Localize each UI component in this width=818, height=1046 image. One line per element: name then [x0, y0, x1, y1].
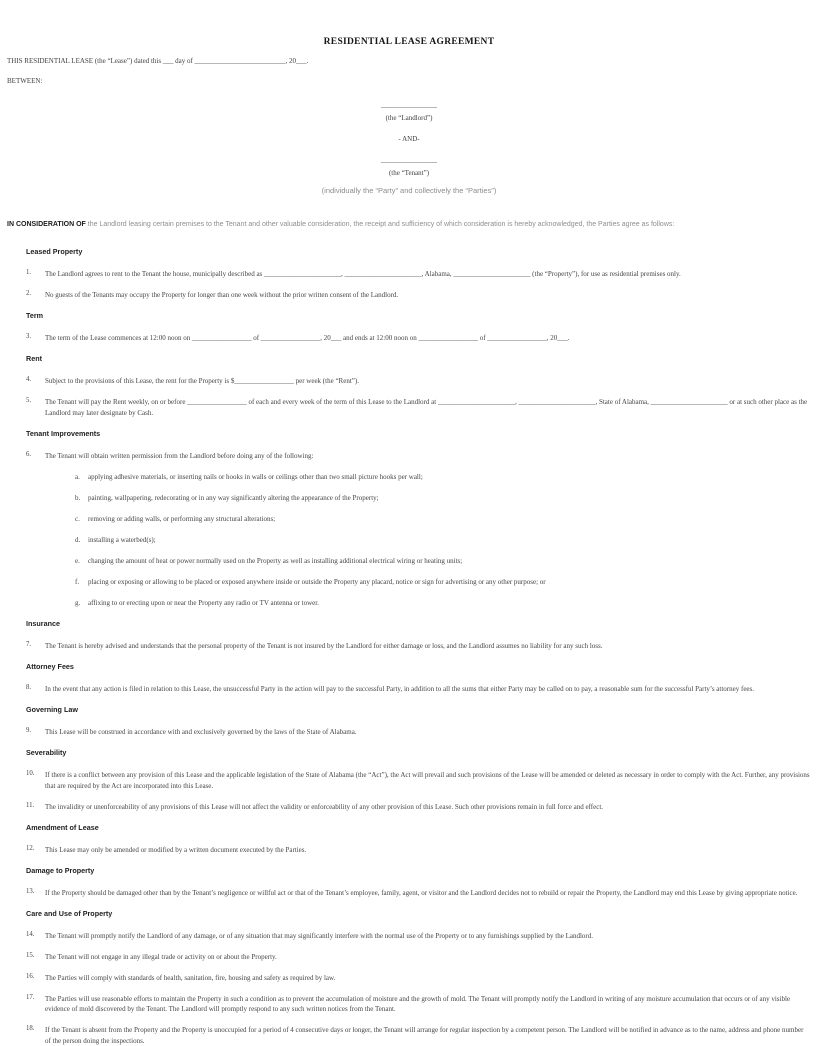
section-severability [26, 748, 810, 812]
section-heading-term: Term [26, 311, 810, 321]
clause-text: The invalidity or unenforceability of any provisions of this Lease will not affect the validity or enforceability of any other provision of this Lease. Such other provisions remain in full force and effect. [45, 802, 810, 813]
subclause-text: affixing to or erecting upon or near the Property any radio or TV antenna or tower. [88, 598, 810, 609]
section-heading-attorney-fees: Attorney Fees [26, 662, 810, 672]
landlord-caption: (the “Landlord”) [7, 113, 811, 123]
subclause-letter: a. [75, 472, 88, 483]
clause-text: The Landlord agrees to rent to the Tenant the house, municipally described as ______________________, ______________________, Alabama, ______________________ (the “Property”), for use as residential premises only. [45, 269, 810, 280]
subclause-text: removing or adding walls, or performing any structural alterations; [88, 514, 810, 525]
clause-text: The Tenant will not engage in any illegal trade or activity on or about the Property. [45, 952, 810, 963]
section-heading-governing-law: Governing Law [26, 705, 810, 715]
section-term [26, 311, 810, 344]
clause-number: 11. [26, 801, 45, 812]
subclause-text: painting, wallpapering, redecorating or in any way significantly altering the appearance of the Property; [88, 493, 810, 504]
subclause-c [75, 514, 810, 525]
clause-11 [26, 802, 810, 813]
section-amendment-of-lease [26, 823, 810, 856]
section-governing-law [26, 705, 810, 738]
clause-3 [26, 333, 810, 344]
clause-9 [26, 727, 810, 738]
intro-date-line: THIS RESIDENTIAL LEASE (the “Lease”) dated this ___ day of __________________________, 20___. [7, 56, 811, 66]
clause-6 [26, 451, 810, 609]
subclause-letter: b. [75, 493, 88, 504]
clause-2 [26, 290, 810, 301]
section-heading-severability: Severability [26, 748, 810, 758]
subclause-text: applying adhesive materials, or inserting nails or hooks in walls or ceilings other than two small picture hooks per wall; [88, 472, 810, 483]
subclause-a [75, 472, 810, 483]
clause-number: 12. [26, 844, 45, 855]
subclause-list [75, 472, 810, 609]
subclause-letter: c. [75, 514, 88, 525]
clause-text: This Lease may only be amended or modified by a written document executed by the Parties. [45, 845, 810, 856]
clause-number: 2. [26, 289, 45, 300]
and-separator: - AND- [7, 134, 811, 144]
section-rent [26, 354, 810, 418]
clause-5 [26, 397, 810, 418]
subclause-text: placing or exposing or allowing to be placed or exposed anywhere inside or outside the Property any placard, notice or sign for advertising or any other purpose; or [88, 577, 810, 588]
section-heading-rent: Rent [26, 354, 810, 364]
clause-number: 5. [26, 396, 45, 407]
clause-number: 7. [26, 640, 45, 651]
clause-number: 3. [26, 332, 45, 343]
section-heading-tenant-improvements: Tenant Improvements [26, 429, 810, 439]
clause-7 [26, 641, 810, 652]
clause-1 [26, 269, 810, 280]
clause-number: 4. [26, 375, 45, 386]
tenant-name-blank: ________________ [7, 155, 811, 165]
clause-text: The Tenant is hereby advised and understands that the personal property of the Tenant is not insured by the Landlord for either damage or loss, and the Landlord assumes no liability for any such loss. [45, 641, 810, 652]
lease-sections [7, 247, 811, 1046]
clause-text: The Parties will use reasonable efforts to maintain the Property in such a condition as to prevent the accumulation of moisture and the growth of mold. The Tenant will promptly notify the Landlord in writing of any moisture accumulation that occurs or of any visible evidence of mold discovered by the Tenant. The Landlord will promptly respond to any such written notices from the Tenant. [45, 994, 810, 1015]
clause-number: 9. [26, 726, 45, 737]
section-heading-leased-property: Leased Property [26, 247, 810, 257]
clause-text: The Tenant will obtain written permission from the Landlord before doing any of the following: a. applying adhesive materials, or inserting nails or hooks in walls or ceilings other than two small picture hooks per wall; b. painting, wallpapering, redecorating or in any way significantly altering the appearance of the Property; c. removing or adding walls, or performing any structural alterations; d. installing a waterbed(s); e. changing the amount of heat or power normally used on the Property as well as installing additional electrical wiring or heating units; f. placing or exposing or allowing to be placed or exposed anywhere inside or outside the Property any placard, notice or sign for advertising or any other purpose; or g. affixing to or erecting upon or near the Property any radio or TV antenna or tower. [45, 451, 810, 609]
subclause-f [75, 577, 810, 588]
consideration-body: the Landlord leasing certain premises to the Tenant and other valuable consideration, the receipt and sufficiency of which consideration is hereby acknowledged, the Parties agree as follows: [86, 221, 675, 228]
section-insurance [26, 619, 810, 652]
clause-number: 10. [26, 769, 45, 780]
clause-17 [26, 994, 810, 1015]
subclause-letter: d. [75, 535, 88, 546]
clause-number: 13. [26, 887, 45, 898]
subclause-g [75, 598, 810, 609]
section-attorney-fees [26, 662, 810, 695]
section-heading-care-and-use-of-property: Care and Use of Property [26, 909, 810, 919]
clause-13 [26, 888, 810, 899]
clause-15 [26, 952, 810, 963]
subclause-text: changing the amount of heat or power normally used on the Property as well as installing additional electrical wiring or heating units; [88, 556, 810, 567]
section-care-and-use-of-property [26, 909, 810, 1046]
clause-12 [26, 845, 810, 856]
clause-text: The term of the Lease commences at 12:00 noon on _________________ of _________________, 20___ and ends at 12:00 noon on _________________ of _________________, 20___. [45, 333, 810, 344]
subclause-letter: g. [75, 598, 88, 609]
subclause-letter: f. [75, 577, 88, 588]
subclause-e [75, 556, 810, 567]
document-title: RESIDENTIAL LEASE AGREEMENT [7, 37, 811, 47]
section-heading-amendment-of-lease: Amendment of Lease [26, 823, 810, 833]
landlord-name-blank: ________________ [7, 100, 811, 110]
clause-number: 17. [26, 993, 45, 1004]
clause-text: In the event that any action is filed in relation to this Lease, the unsuccessful Party in the action will pay to the successful Party, in addition to all the sums that either Party may be called on to pay, a reasonable sum for the successful Party’s attorney fees. [45, 684, 810, 695]
clause-text: Subject to the provisions of this Lease, the rent for the Property is $_________________ per week (the “Rent”). [45, 376, 810, 387]
consideration-paragraph [7, 220, 811, 230]
subclause-text: installing a waterbed(s); [88, 535, 810, 546]
clause-number: 1. [26, 268, 45, 279]
between-label: BETWEEN: [7, 76, 811, 86]
clause-16 [26, 973, 810, 984]
section-leased-property [26, 247, 810, 301]
clause-number: 18. [26, 1024, 45, 1035]
section-tenant-improvements [26, 429, 810, 609]
clause-text: If the Property should be damaged other than by the Tenant’s negligence or willful act or that of the Tenant’s employee, family, agent, or visitor and the Landlord decides not to rebuild or repair the Property, the Landlord may end this Lease by giving appropriate notice. [45, 888, 810, 899]
clause-18 [26, 1025, 810, 1046]
parties-block [7, 100, 811, 196]
subclause-letter: e. [75, 556, 88, 567]
clause-number: 8. [26, 683, 45, 694]
section-damage-to-property [26, 866, 810, 899]
clause-number: 16. [26, 972, 45, 983]
parties-collective-caption: (individually the “Party” and collectively the “Parties”) [7, 186, 811, 196]
clause-text: This Lease will be construed in accordance with and exclusively governed by the laws of the State of Alabama. [45, 727, 810, 738]
clause-number: 15. [26, 951, 45, 962]
consideration-lead-bold: IN CONSIDERATION OF [7, 221, 86, 228]
section-heading-damage-to-property: Damage to Property [26, 866, 810, 876]
clause-text: If the Tenant is absent from the Property and the Property is unoccupied for a period of 4 consecutive days or longer, the Tenant will arrange for regular inspection by a competent person. The Landlord will be notified in advance as to the name, address and phone number of the person doing the inspections. [45, 1025, 810, 1046]
clause-text: The Parties will comply with standards of health, sanitation, fire, housing and safety as required by law. [45, 973, 810, 984]
clause-14 [26, 931, 810, 942]
clause-4 [26, 376, 810, 387]
clause-number: 14. [26, 930, 45, 941]
clause-text: The Tenant will pay the Rent weekly, on or before _________________ of each and every week of the term of this Lease to the Landlord at ______________________, ______________________, State of Alabama, ______________________ or at such other place as the Landlord may later designate by Cash. [45, 397, 810, 418]
clause-number: 6. [26, 450, 45, 461]
tenant-caption: (the “Tenant”) [7, 168, 811, 178]
clause-text: If there is a conflict between any provision of this Lease and the applicable legislation of the State of Alabama (the “Act”), the Act will prevail and such provisions of the Lease will be amended or deleted as necessary in order to comply with the Act. Further, any provisions that are required by the Act are incorporated into this Lease. [45, 770, 810, 791]
subclause-d [75, 535, 810, 546]
subclause-b [75, 493, 810, 504]
clause-text: The Tenant will promptly notify the Landlord of any damage, or of any situation that may significantly interfere with the normal use of the Property or to any furnishings supplied by the Landlord. [45, 931, 810, 942]
clause-8 [26, 684, 810, 695]
clause-10 [26, 770, 810, 791]
section-heading-insurance: Insurance [26, 619, 810, 629]
clause-text: No guests of the Tenants may occupy the Property for longer than one week without the prior written consent of the Landlord. [45, 290, 810, 301]
